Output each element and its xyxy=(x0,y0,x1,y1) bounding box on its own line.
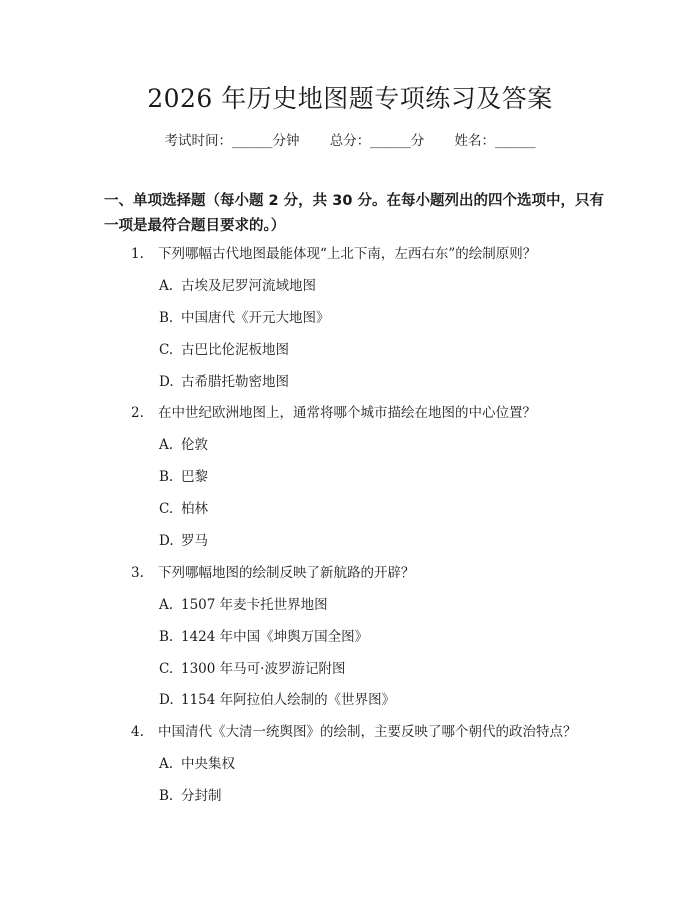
time-blank: ______ xyxy=(231,133,273,149)
score-blank: ______ xyxy=(370,133,411,149)
question-number: 4. xyxy=(131,724,144,740)
question-text: 在中世纪欧洲地图上，通常将哪个城市描绘在地图的中心位置？ xyxy=(158,405,536,421)
option-letter: A. xyxy=(159,437,174,453)
question-2-option-a xyxy=(159,435,208,455)
option-text: 1300 年马可·波罗游记附图 xyxy=(181,661,346,677)
option-text: 伦敦 xyxy=(181,437,208,453)
page-title: 2026 年历史地图题专项练习及答案 xyxy=(147,84,553,113)
question-1-option-d xyxy=(159,372,289,392)
question-1-option-c xyxy=(159,340,289,360)
total-score-field xyxy=(330,133,425,149)
option-letter: B. xyxy=(159,788,174,804)
name-blank: ______ xyxy=(495,133,536,149)
question-3 xyxy=(131,563,415,583)
question-3-option-d xyxy=(159,690,395,710)
question-text: 下列哪幅古代地图最能体现“上北下南，左西右东”的绘制原则？ xyxy=(158,246,537,262)
question-4-option-b xyxy=(159,786,222,806)
option-text: 罗马 xyxy=(181,533,208,549)
name-label: 姓名： xyxy=(454,133,496,149)
question-number: 1. xyxy=(131,246,144,262)
option-letter: A. xyxy=(159,597,174,613)
option-letter: C. xyxy=(159,501,174,517)
question-2-option-b xyxy=(159,467,208,487)
option-letter: B. xyxy=(159,469,174,485)
question-3-option-a xyxy=(159,595,328,615)
question-2-option-c xyxy=(159,499,208,519)
option-text: 1154 年阿拉伯人绘制的《世界图》 xyxy=(181,692,396,708)
question-number: 2. xyxy=(131,405,144,421)
option-letter: C. xyxy=(159,342,174,358)
option-letter: D. xyxy=(159,374,174,390)
section-heading: 一、单项选择题（每小题 2 分，共 30 分。在每小题列出的四个选项中，只有一项是最符合题目要求的。） xyxy=(104,193,604,234)
option-letter: D. xyxy=(159,533,174,549)
time-unit: 分钟 xyxy=(272,133,300,149)
question-4-option-a xyxy=(159,754,235,774)
option-text: 1424 年中国《坤舆万国全图》 xyxy=(181,629,369,645)
question-2 xyxy=(131,403,536,423)
question-text: 下列哪幅地图的绘制反映了新航路的开辟？ xyxy=(158,565,415,581)
option-text: 1507 年麦卡托世界地图 xyxy=(181,597,328,613)
question-3-option-b xyxy=(159,627,368,647)
option-text: 分封制 xyxy=(181,788,222,804)
question-1-option-a xyxy=(159,276,316,296)
question-number: 3. xyxy=(131,565,144,581)
question-1 xyxy=(131,244,536,264)
option-text: 中央集权 xyxy=(181,756,235,772)
option-text: 古巴比伦泥板地图 xyxy=(181,342,289,358)
option-text: 古埃及尼罗河流域地图 xyxy=(181,278,316,294)
exam-time-field xyxy=(164,133,299,149)
option-letter: D. xyxy=(159,692,174,708)
student-name-field xyxy=(455,133,536,149)
score-unit: 分 xyxy=(410,133,425,149)
question-text: 中国清代《大清一统舆图》的绘制，主要反映了哪个朝代的政治特点？ xyxy=(158,724,577,740)
question-3-option-c xyxy=(159,659,345,679)
question-1-option-b xyxy=(159,308,330,328)
option-letter: C. xyxy=(159,661,174,677)
option-letter: A. xyxy=(159,756,174,772)
option-text: 古希腊托勒密地图 xyxy=(181,374,289,390)
time-label: 考试时间： xyxy=(164,133,232,149)
option-text: 中国唐代《开元大地图》 xyxy=(181,310,330,326)
question-4 xyxy=(131,722,577,742)
option-text: 柏林 xyxy=(181,501,208,517)
score-label: 总分： xyxy=(329,133,371,149)
exam-info-line xyxy=(0,131,700,151)
option-text: 巴黎 xyxy=(181,469,208,485)
option-letter: A. xyxy=(159,278,174,294)
option-letter: B. xyxy=(159,629,174,645)
option-letter: B. xyxy=(159,310,174,326)
question-2-option-d xyxy=(159,531,208,551)
